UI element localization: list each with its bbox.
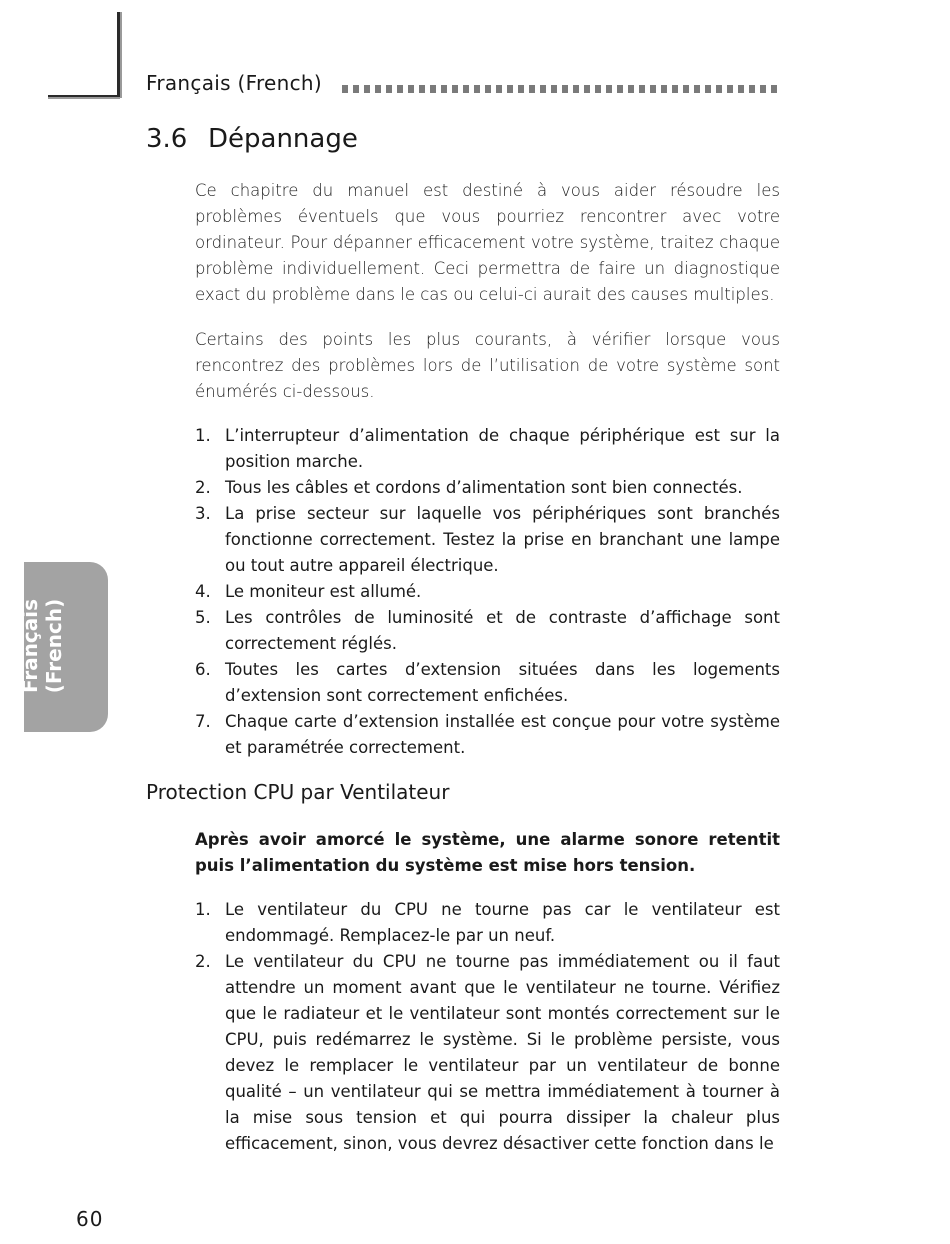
- corner-mark-vertical: [117, 12, 120, 98]
- corner-mark-horizontal: [48, 95, 120, 97]
- list-item: 3. La prise secteur sur laquelle vos périphériques sont branchés fonctionne correctement. Testez la prise en branchant une lampe ou tout autre appareil électrique.: [195, 504, 780, 575]
- list-item: 2. Tous les câbles et cordons d’alimentation sont bien connectés.: [195, 478, 743, 497]
- page-number: 60: [76, 1207, 104, 1231]
- header-dotted-rule: [342, 85, 782, 93]
- section-heading: [146, 124, 358, 154]
- intro-paragraph: Ce chapitre du manuel est destiné à vous aider résoudre les problèmes éventuels que vous pourriez rencontrer avec votre ordinateur. Pour dépanner efficacement votre système, traitez chaque problème individuellement. Ceci permettra de faire un diagnostique exact du problème dans le cas ou celui-ci aurait des causes multiples.: [195, 181, 780, 304]
- side-tab-line1: Français: [18, 598, 42, 694]
- fan-troubleshooting-list: [195, 897, 780, 1157]
- list-item: 1. Le ventilateur du CPU ne tourne pas car le ventilateur est endommagé. Remplacez-le par un neuf.: [195, 900, 780, 945]
- running-header: Français (French): [146, 71, 322, 95]
- list-item: 7. Chaque carte d’extension installée est conçue pour votre système et paramétrée correctement.: [195, 712, 780, 757]
- checklist-intro-paragraph: Certains des points les plus courants, à vérifier lorsque vous rencontrez des problèmes lors de l’utilisation de votre système sont énumérés ci-dessous.: [195, 330, 780, 401]
- side-tab-line2: (French): [42, 598, 66, 694]
- subsection-heading: Protection CPU par Ventilateur: [146, 780, 450, 804]
- list-item: 4. Le moniteur est allumé.: [195, 582, 422, 601]
- list-item: 5. Les contrôles de luminosité et de contraste d’affichage sont correctement réglés.: [195, 608, 780, 653]
- list-item: 1. L’interrupteur d’alimentation de chaque périphérique est sur la position marche.: [195, 426, 780, 471]
- checklist: [195, 423, 780, 761]
- section-title: Dépannage: [208, 124, 358, 154]
- section-number: 3.6: [146, 124, 188, 154]
- list-item: 2. Le ventilateur du CPU ne tourne pas immédiatement ou il faut attendre un moment avant que le ventilateur ne tourne. Vérifiez que le radiateur et le ventilateur sont montés correctement sur le CPU, puis redémarrez le système. Si le problème persiste, vous devez le remplacer le ventilateur par un ventilateur de bonne qualité – un ventilateur qui se mettra immédiatement à tourner à la mise sous tension et qui pourra dissiper la chaleur plus efficacement, sinon, vous devrez désactiver cette fonction dans le: [195, 952, 780, 1153]
- symptom-paragraph: Après avoir amorcé le système, une alarme sonore retentit puis l’alimentation du système est mise hors tension.: [195, 830, 780, 875]
- side-tab-label: [18, 599, 66, 693]
- list-item: 6. Toutes les cartes d’extension situées dans les logements d’extension sont correctement enfichées.: [195, 660, 780, 705]
